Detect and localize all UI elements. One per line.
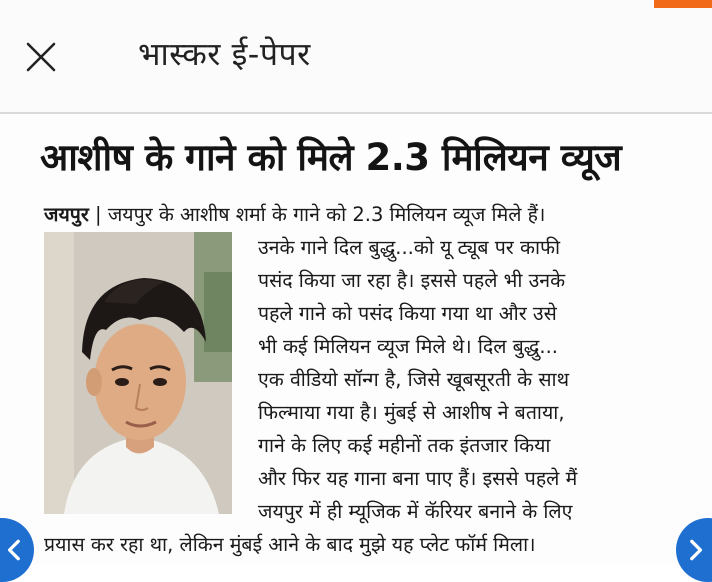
close-icon [25, 41, 57, 73]
article-text: पहले गाने को पसंद किया गया था और उसे [258, 302, 557, 325]
article-text: प्रयास कर रहा था, लेकिन मुंबई आने के बाद मुझे यह प्लेट फॉर्म मिला। [44, 533, 536, 556]
article-headline: आशीष के गाने को मिले 2.3 मिलियन व्यूज [40, 136, 622, 179]
article-line-1 [44, 198, 545, 231]
close-button[interactable] [14, 30, 68, 84]
chevron-left-icon [2, 537, 28, 563]
article-text: पसंद किया जा रहा है। इससे पहले भी उनके [258, 269, 566, 292]
article-text: भी कई मिलियन व्यूज मिले थे। दिल बुद्धु... [258, 335, 558, 358]
article-text: एक वीडियो सॉन्ग है, जिसे खूबसूरती के साथ [258, 368, 570, 391]
article-text: उनके गाने दिल बुद्धु...को यू ट्यूब पर काफी [258, 236, 561, 259]
article-text: और फिर यह गाना बना पाए हैं। इससे पहले मैं [258, 467, 578, 490]
article-text: | जयपुर के आशीष शर्मा के गाने को 2.3 मिलियन व्यूज मिले हैं। [95, 203, 546, 226]
app-title: भास्कर ई-पेपर [138, 35, 311, 73]
person-photo [44, 232, 232, 514]
article-text: जयपुर में ही म्यूजिक में कॅरियर बनाने के लिए [258, 500, 573, 523]
chevron-right-icon [682, 537, 708, 563]
app-header [0, 0, 712, 114]
brand-accent-strip [654, 0, 712, 8]
dateline: जयपुर [44, 203, 89, 226]
article-text: गाने के लिए कई महीनों तक इंतजार किया [258, 434, 551, 457]
article-text: फिल्माया गया है। मुंबई से आशीष ने बताया, [258, 401, 565, 424]
article-clipping [0, 114, 712, 564]
